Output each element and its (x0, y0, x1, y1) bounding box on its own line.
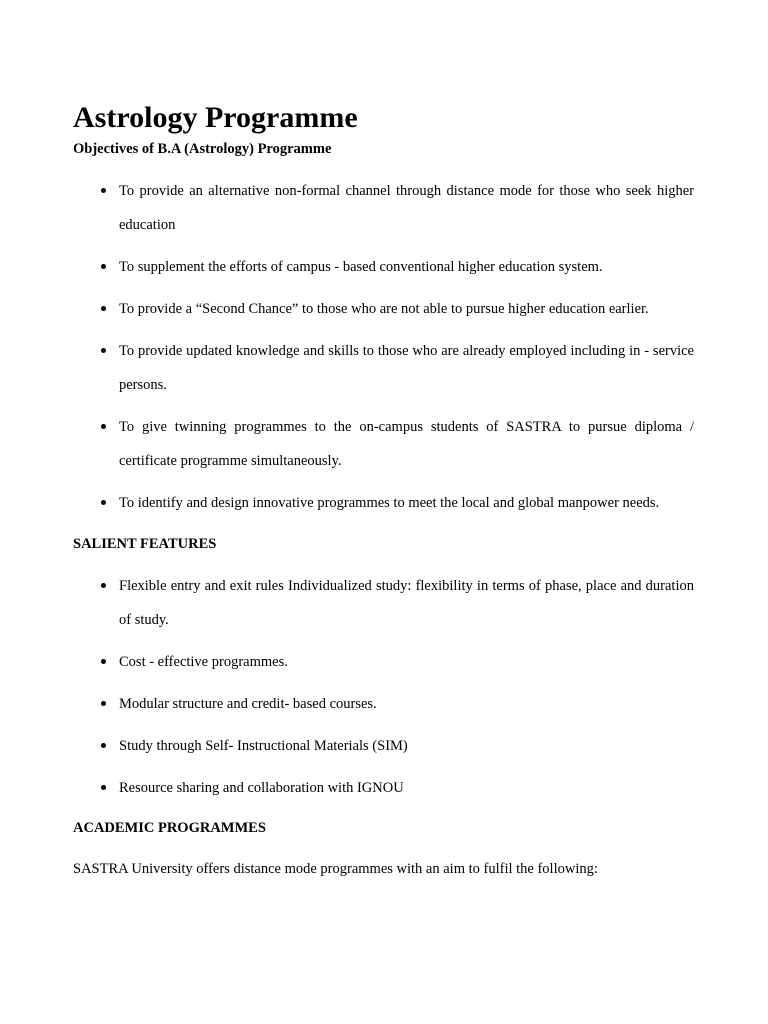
objective-item: To provide updated knowledge and skills to those who are already employed including in - service persons. (73, 334, 694, 402)
feature-item: Resource sharing and collaboration with IGNOU (73, 771, 694, 805)
academic-programmes-heading: ACADEMIC PROGRAMMES (73, 820, 266, 836)
feature-item: Flexible entry and exit rules Individualized study: flexibility in terms of phase, place and duration of study. (73, 569, 694, 637)
feature-item: Cost - effective programmes. (73, 645, 694, 679)
document-body (73, 98, 694, 879)
salient-features-heading: SALIENT FEATURES (73, 536, 217, 552)
objective-item: To identify and design innovative programmes to meet the local and global manpower needs. (73, 486, 694, 520)
feature-item: Study through Self- Instructional Materials (SIM) (73, 729, 694, 763)
feature-item: Modular structure and credit- based courses. (73, 687, 694, 721)
academic-programmes-text: SASTRA University offers distance mode programmes with an aim to fulfil the following: (73, 861, 598, 877)
objectives-subtitle: Objectives of B.A (Astrology) Programme (73, 141, 332, 157)
page-title: Astrology Programme (73, 101, 358, 134)
objective-item: To provide a “Second Chance” to those who are not able to pursue higher education earlier. (73, 292, 694, 326)
objectives-list (73, 174, 694, 520)
objective-item: To give twinning programmes to the on-campus students of SASTRA to pursue diploma / certificate programme simultaneously. (73, 410, 694, 478)
salient-features-list (73, 569, 694, 805)
objective-item: To supplement the efforts of campus - based conventional higher education system. (73, 250, 694, 284)
objective-item: To provide an alternative non-formal channel through distance mode for those who seek higher education (73, 174, 694, 242)
